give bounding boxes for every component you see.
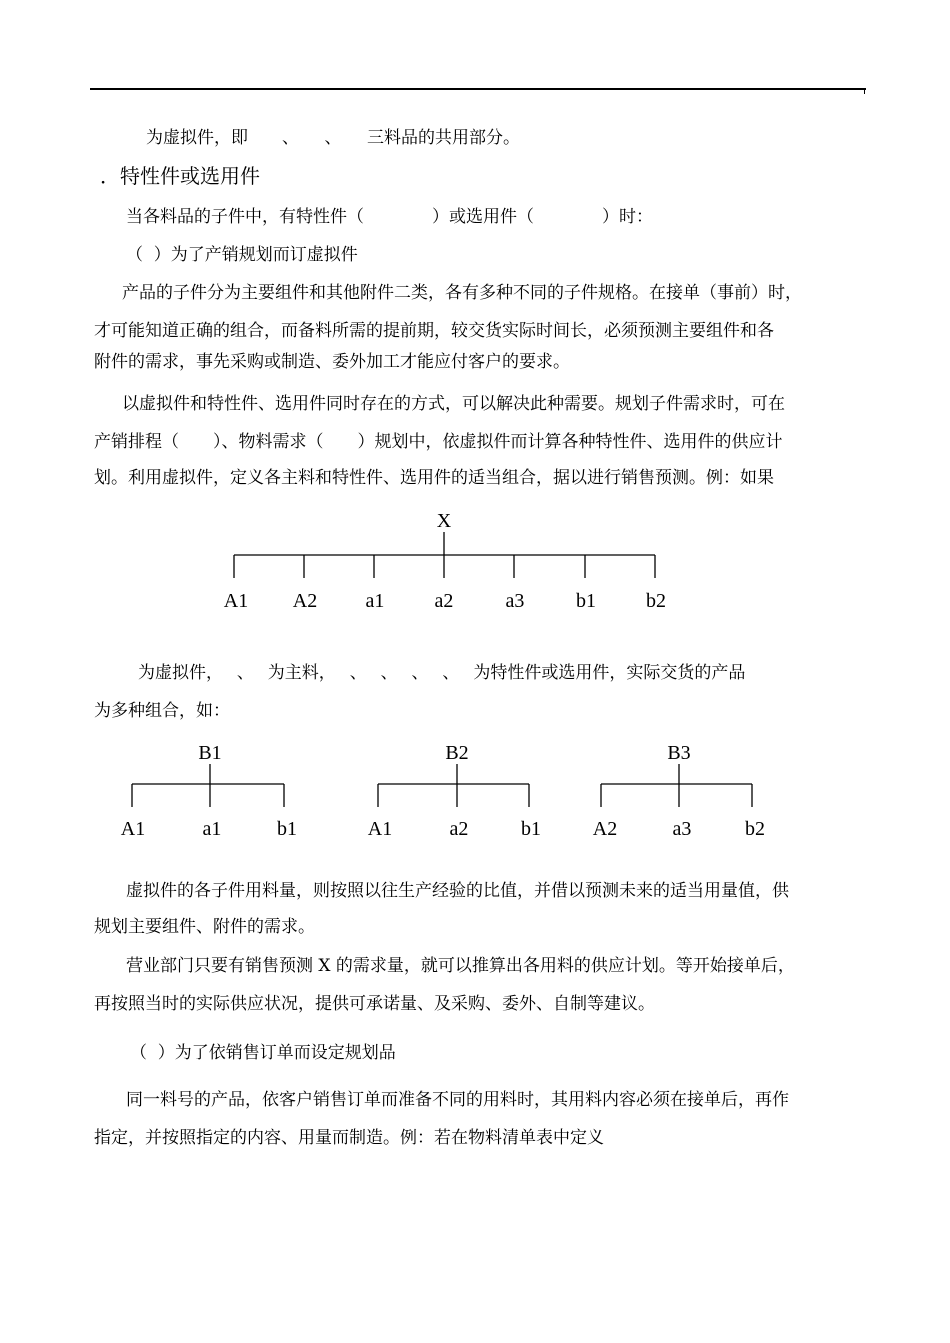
tree-b3-root: B3: [667, 742, 691, 764]
paragraph-line: 以虚拟件和特性件、选用件同时存在的方式，可以解决此种需要。规划子件需求时，可在: [122, 394, 785, 414]
paragraph-line: 产品的子件分为主要组件和其他附件二类，各有多种不同的子件规格。在接单（事前）时，: [122, 283, 802, 303]
tree-b1-root: B1: [198, 742, 222, 764]
tree-x-child: a1: [365, 590, 385, 612]
tree-b3-child: A2: [592, 818, 618, 840]
tree-b1-child: a1: [202, 818, 222, 840]
paragraph-line: 再按照当时的实际供应状况，提供可承诺量、及采购、委外、自制等建议。: [94, 994, 655, 1014]
tree-b1-child: b1: [277, 818, 297, 840]
tree-x-child: b1: [576, 590, 596, 612]
tree-x-child: b2: [646, 590, 666, 612]
tree-b2-child: a2: [449, 818, 469, 840]
tree-b2-root: B2: [445, 742, 469, 764]
tree-b2-child: A1: [367, 818, 393, 840]
paragraph-line: 指定，并按照指定的内容、用量而制造。例：若在物料清单表中定义: [94, 1128, 604, 1148]
tree-b3: [593, 742, 765, 840]
tree-x-child: A1: [223, 590, 249, 612]
paragraph-line: 附件的需求，事先采购或制造、委外加工才能应付客户的要求。: [94, 352, 570, 372]
text-line: 当各料品的子件中，有特性件（ ）或选用件（ ）时：: [126, 207, 653, 227]
tree-b1-child: A1: [120, 818, 146, 840]
paragraph-line: 规划主要组件、附件的需求。: [94, 917, 315, 937]
tree-b2-child: b1: [521, 818, 541, 840]
tree-x-child: a2: [434, 590, 454, 612]
paragraph-line: 产销排程（ ）、物料需求（ ）规划中，依虚拟件而计算各种特性件、选用件的供应计: [94, 432, 783, 452]
text-line: 为虚拟件，即 、 、 三料品的共用部分。: [146, 128, 520, 148]
paragraph-line: 划。利用虚拟件，定义各主料和特性件、选用件的适当组合，据以进行销售预测。例：如果: [94, 468, 774, 488]
tree-b1: [121, 742, 297, 840]
tree-b2: [368, 742, 541, 840]
paragraph-line: 虚拟件的各子件用料量，则按照以往生产经验的比值，并借以预测未来的适当用量值，供: [126, 881, 789, 901]
section-heading: ．特性件或选用件: [100, 164, 260, 188]
paragraph-line: 营业部门只要有销售预测 X 的需求量，就可以推算出各用料的供应计划。等开始接单后，: [126, 956, 795, 976]
paragraph-line: 同一料号的产品，依客户销售订单而准备不同的用料时，其用料内容必须在接单后，再作: [126, 1090, 789, 1110]
tree-b3-child: b2: [745, 818, 765, 840]
tree-x: [224, 510, 666, 612]
tree-b3-child: a3: [672, 818, 692, 840]
tree-x-child: a3: [505, 590, 525, 612]
paragraph-line: 为多种组合，如：: [94, 701, 230, 721]
paragraph-line: 才可能知道正确的组合，而备料所需的提前期，较交货实际时间长，必须预测主要组件和各: [94, 321, 774, 341]
paragraph-line: 为虚拟件， 、 为主料， 、 、 、 、 为特性件或选用件，实际交货的产品: [138, 663, 746, 683]
subheading-line: （ ）为了产销规划而订虚拟件: [126, 245, 358, 265]
tree-x-root: X: [436, 510, 452, 532]
subheading-line: （ ）为了依销售订单而设定规划品: [130, 1043, 396, 1063]
tree-x-child: A2: [292, 590, 318, 612]
